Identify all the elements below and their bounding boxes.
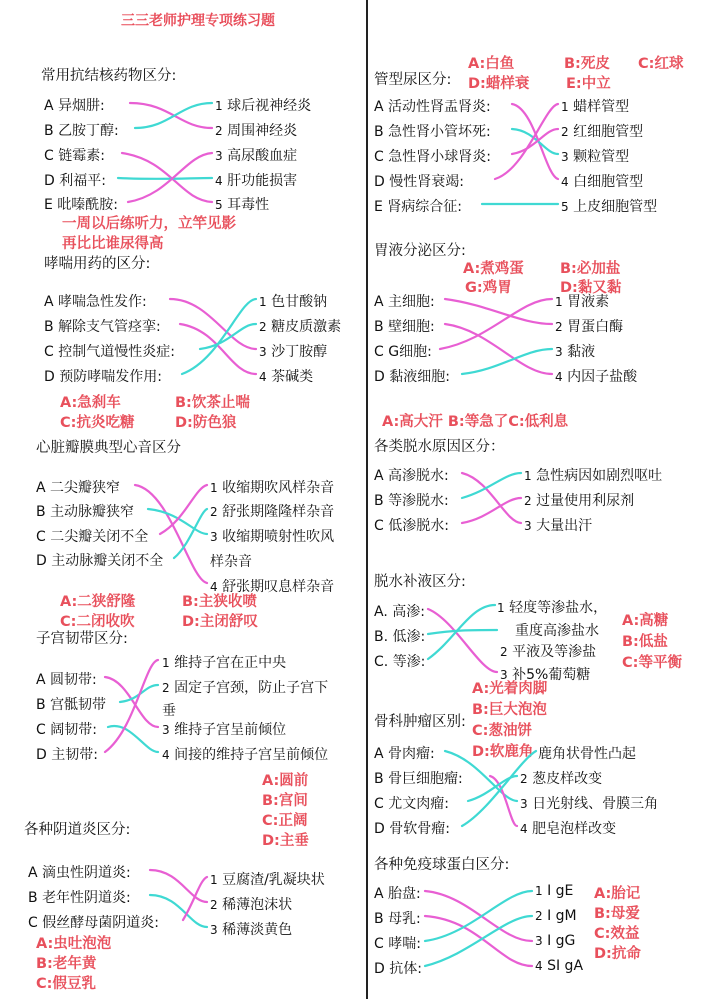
ligament-mnemonic-a: A:圆前 xyxy=(262,773,309,789)
connector-line xyxy=(425,891,532,941)
immuno-heading: 各种免疫球蛋白区分: xyxy=(374,857,510,873)
dehydration-answer: 大量出汗 xyxy=(536,518,593,534)
page-title: 三三老师护理专项练习题 xyxy=(121,13,275,29)
vaginitis-item: 老年性阴道炎: xyxy=(42,890,131,906)
asthma-answer: 茶碱类 xyxy=(271,369,314,385)
dehydration-item: 低渗脱水: xyxy=(388,518,449,534)
fluid-answer: 轻度等渗盐水， xyxy=(509,600,608,616)
asthma-item: 哮喘急性发作: xyxy=(58,294,147,310)
ligament-answer: 固定子宫颈，防止子宫下 xyxy=(174,680,329,696)
heart-heading: 心脏瓣膜典型心音区分 xyxy=(36,440,181,456)
tb-answer: 球后视神经炎 xyxy=(227,98,312,114)
immuno-answer: SI gA xyxy=(547,958,584,974)
fluid-mnemonic-a: A:高糖 xyxy=(622,613,669,629)
letter: C xyxy=(44,148,54,164)
connector-line xyxy=(445,751,517,801)
bone-mnemonic-d: D:软鹿角 xyxy=(472,744,534,760)
immuno-item: 母乳: xyxy=(388,911,421,927)
ligament-mnemonic-c: C:正阔 xyxy=(262,813,308,829)
bone-item: 骨肉瘤: xyxy=(388,746,435,762)
urine-mnemonic-d: D:蜡样衰 xyxy=(468,76,530,92)
bone-answer: 鹿角状骨性凸起 xyxy=(538,746,636,762)
connector-line xyxy=(428,609,497,672)
urine-mnemonic-a: A:白鱼 xyxy=(468,56,515,72)
letter: D xyxy=(44,173,55,189)
tb-answer: 耳毒性 xyxy=(227,197,270,213)
asthma-item: 预防哮喘发作用: xyxy=(59,369,162,385)
connector-line xyxy=(180,324,256,374)
asthma-answer: 糖皮质激素 xyxy=(271,319,342,335)
connector-line xyxy=(512,104,558,179)
fluid-heading: 脱水补液区分: xyxy=(374,574,466,590)
immuno-mnemonic-d: D:抗命 xyxy=(594,946,641,962)
gastric-item: 壁细胞: xyxy=(388,319,435,335)
connector-line xyxy=(108,726,158,752)
urine-item: 急性肾小球肾炎: xyxy=(388,149,491,165)
connector-line xyxy=(160,485,207,534)
connector-line xyxy=(118,178,212,179)
ligament-item: 阔韧带: xyxy=(50,722,97,738)
connector-line xyxy=(105,660,158,752)
heart-item: 二尖瓣狭窄 xyxy=(50,480,121,496)
urine-answer: 白细胞管型 xyxy=(573,174,644,190)
gastric-mnemonic-d: D:黏又黏 xyxy=(560,280,622,296)
bone-answer: 日光射线、骨膜三角 xyxy=(532,796,659,812)
vaginitis-heading: 各种阴道炎区分: xyxy=(24,822,131,838)
vaginitis-mnemonic-c: C:假豆乳 xyxy=(36,976,96,992)
immuno-answer: I gG xyxy=(547,933,576,949)
bone-mnemonic-b: B:巨大泡泡 xyxy=(472,702,547,718)
gastric-heading: 胃液分泌区分: xyxy=(374,243,466,259)
ligament-mnemonic-b: B:宫间 xyxy=(262,793,308,809)
connector-line xyxy=(462,473,521,523)
bone-answer: 肥皂泡样改变 xyxy=(532,821,617,837)
heart-answer: 收缩期喷射性吹风 xyxy=(222,529,335,545)
connector-line xyxy=(105,677,158,727)
heart-answer: 舒张期隆隆样杂音 xyxy=(222,504,335,520)
tb-item: 吡嗪酰胺: xyxy=(57,197,119,213)
tb-answer: 肝功能损害 xyxy=(227,173,298,189)
ligament-answer-cont: 垂 xyxy=(162,703,176,719)
connector-line xyxy=(130,103,212,128)
vaginitis-item: 滴虫性阴道炎: xyxy=(42,865,131,881)
asthma-answer: 沙丁胺醇 xyxy=(271,344,328,360)
urine-answer: 上皮细胞管型 xyxy=(573,199,658,215)
fluid-item: 低渗: xyxy=(392,629,426,645)
tb-item: 利福平: xyxy=(59,173,106,189)
connector-line xyxy=(425,891,532,941)
urine-answer: 颗粒管型 xyxy=(573,149,630,165)
tb-item: 乙胺丁醇: xyxy=(58,123,119,139)
vaginitis-answer: 豆腐渣/乳凝块状 xyxy=(222,872,325,888)
urine-item: 急性肾小管坏死: xyxy=(388,124,491,140)
ligament-mnemonic-d: D:主垂 xyxy=(262,833,309,849)
connector-line xyxy=(150,870,207,902)
connector-line xyxy=(135,485,207,583)
heart-item: 主动脉瓣关闭不全 xyxy=(51,553,164,569)
dehydration-item: 等渗脱水: xyxy=(388,493,449,509)
connector-line xyxy=(445,324,552,374)
tb-mnemonic-2: 再比比谁尿得高 xyxy=(62,236,164,252)
connector-line xyxy=(440,299,552,349)
vaginitis-answer: 稀薄泡沫状 xyxy=(222,897,293,913)
heart-mnemonic-d: D:主闭舒叹 xyxy=(182,614,258,630)
urine-answer: 红细胞管型 xyxy=(573,124,644,140)
heart-item: 二尖瓣关闭不全 xyxy=(50,529,149,545)
connector-line xyxy=(135,103,212,128)
asthma-mnemonic-d: D:防色狼 xyxy=(175,415,237,431)
tb-mnemonic-1: 一周以后练听力，立竿见影 xyxy=(62,216,236,232)
immuno-mnemonic-b: B:母爱 xyxy=(594,906,640,922)
heart-answer: 舒张期叹息样杂音 xyxy=(222,579,335,595)
gastric-answer: 胃液素 xyxy=(567,294,610,310)
asthma-answer: 色甘酸钠 xyxy=(271,294,328,310)
gastric-item: G细胞: xyxy=(388,344,432,360)
heart-mnemonic-c: C:二闭收吹 xyxy=(60,614,135,630)
fluid-mnemonic-c: C:等平衡 xyxy=(622,655,682,671)
bone-mnemonic-c: C:葱油饼 xyxy=(472,723,532,739)
fluid-answer: 重度高渗盐水 xyxy=(515,623,599,639)
dehydration-answer: 急性病因如剧烈呕吐 xyxy=(536,468,663,484)
ligament-answer: 间接的维持子宫呈前倾位 xyxy=(174,747,329,763)
asthma-item: 解除支气管痉挛: xyxy=(58,319,161,335)
dehydration-answer: 过量使用利尿剂 xyxy=(536,493,635,509)
tb-item: 异烟肼: xyxy=(58,98,105,114)
gastric-mnemonic-b: B:必加盐 xyxy=(560,261,621,277)
ligament-item: 圆韧带: xyxy=(50,672,97,688)
ligament-answer: 维持子宫在正中央 xyxy=(174,655,287,671)
fluid-answer: 平液及等渗盐 xyxy=(512,644,597,660)
bone-item: 骨软骨瘤: xyxy=(389,821,450,837)
dehydration-mnemonic: A:高大汗 B:等急了C:低利息 xyxy=(382,414,569,430)
vaginitis-item: 假丝酵母菌阴道炎: xyxy=(42,915,159,931)
connector-line xyxy=(428,630,497,634)
urine-item: 肾病综合征: xyxy=(387,199,463,215)
gastric-answer: 黏液 xyxy=(567,344,596,360)
immuno-answer: I gM xyxy=(547,908,577,924)
gastric-answer: 胃蛋白酶 xyxy=(567,319,624,335)
letter: A xyxy=(44,98,54,114)
dehydration-item: 高渗脱水: xyxy=(388,468,449,484)
dehydration-heading: 各类脱水原因区分： xyxy=(374,439,505,455)
heart-mnemonic-a: A:二狭舒隆 xyxy=(60,594,136,610)
urine-answer: 蜡样管型 xyxy=(573,99,630,115)
immuno-item: 抗体: xyxy=(389,961,422,977)
connector-line xyxy=(425,916,532,966)
urine-mnemonic-e: E:中立 xyxy=(566,76,611,92)
immuno-mnemonic-c: C:效益 xyxy=(594,926,640,942)
bone-answer: 葱皮样改变 xyxy=(532,771,603,787)
bone-item: 尤文肉瘤: xyxy=(388,796,449,812)
urine-item: 慢性肾衰竭: xyxy=(389,174,464,190)
tb-heading: 常用抗结核药物区分: xyxy=(41,68,177,84)
bone-item: 骨巨细胞瘤: xyxy=(388,771,463,787)
heart-mnemonic-b: B:主狭收喷 xyxy=(182,594,257,610)
bone-mnemonic-a: A:光着肉脚 xyxy=(472,681,548,697)
immuno-item: 哮喘: xyxy=(388,936,421,952)
connector-line xyxy=(182,299,256,374)
fluid-item: 高渗: xyxy=(392,604,425,620)
asthma-heading: 哮喘用药的区分: xyxy=(44,256,151,272)
asthma-mnemonic-b: B:饮茶止喘 xyxy=(175,395,250,411)
immuno-item: 胎盘: xyxy=(388,886,421,902)
heart-answer: 收缩期吹风样杂音 xyxy=(222,480,335,496)
immuno-mnemonic-a: A:胎记 xyxy=(594,886,641,902)
tb-answer: 周围神经炎 xyxy=(227,123,298,139)
urine-mnemonic-b: B:死皮 xyxy=(564,56,610,72)
vaginitis-mnemonic-a: A:虫吐泡泡 xyxy=(36,936,112,952)
bone-heading: 骨科肿瘤区别: xyxy=(374,714,466,730)
asthma-mnemonic-a: A:急刹车 xyxy=(60,395,121,411)
ligament-heading: 子宫韧带区分: xyxy=(36,631,128,647)
ligament-item: 主韧带: xyxy=(51,747,98,763)
asthma-mnemonic-c: C:抗炎吃糖 xyxy=(60,415,135,431)
vaginitis-answer: 稀薄淡黄色 xyxy=(222,922,293,938)
tb-answer: 高尿酸血症 xyxy=(227,148,298,164)
urine-heading: 管型尿区分: xyxy=(374,72,452,88)
ligament-item: 宫骶韧带 xyxy=(50,697,107,713)
tb-item: 链霉素: xyxy=(58,148,105,164)
fluid-item: 等渗: xyxy=(392,654,426,670)
urine-mnemonic-c: C:红球 xyxy=(638,56,684,72)
fluid-mnemonic-b: B:低盐 xyxy=(622,634,668,650)
heart-answer-cont: 样杂音 xyxy=(210,554,252,570)
gastric-mnemonic-a: A:煮鸡蛋 xyxy=(463,261,524,277)
vaginitis-mnemonic-b: B:老年黄 xyxy=(36,956,97,972)
connector-line xyxy=(183,877,207,920)
gastric-item: 黏液细胞: xyxy=(389,369,450,385)
urine-item: 活动性肾盂肾炎: xyxy=(388,99,491,115)
letter: B xyxy=(44,123,54,139)
fluid-answer: 补5%葡萄糖 xyxy=(512,667,591,683)
gastric-item: 主细胞: xyxy=(388,294,435,310)
immuno-answer: I gE xyxy=(547,883,574,899)
heart-item: 主动脉瓣狭窄 xyxy=(50,504,135,520)
ligament-answer: 维持子宫呈前倾位 xyxy=(174,722,287,738)
gastric-mnemonic-g: G:鸡胃 xyxy=(465,280,512,296)
gastric-answer: 内因子盐酸 xyxy=(567,369,638,385)
letter: E xyxy=(44,197,53,213)
asthma-item: 控制气道慢性炎症: xyxy=(58,344,175,360)
